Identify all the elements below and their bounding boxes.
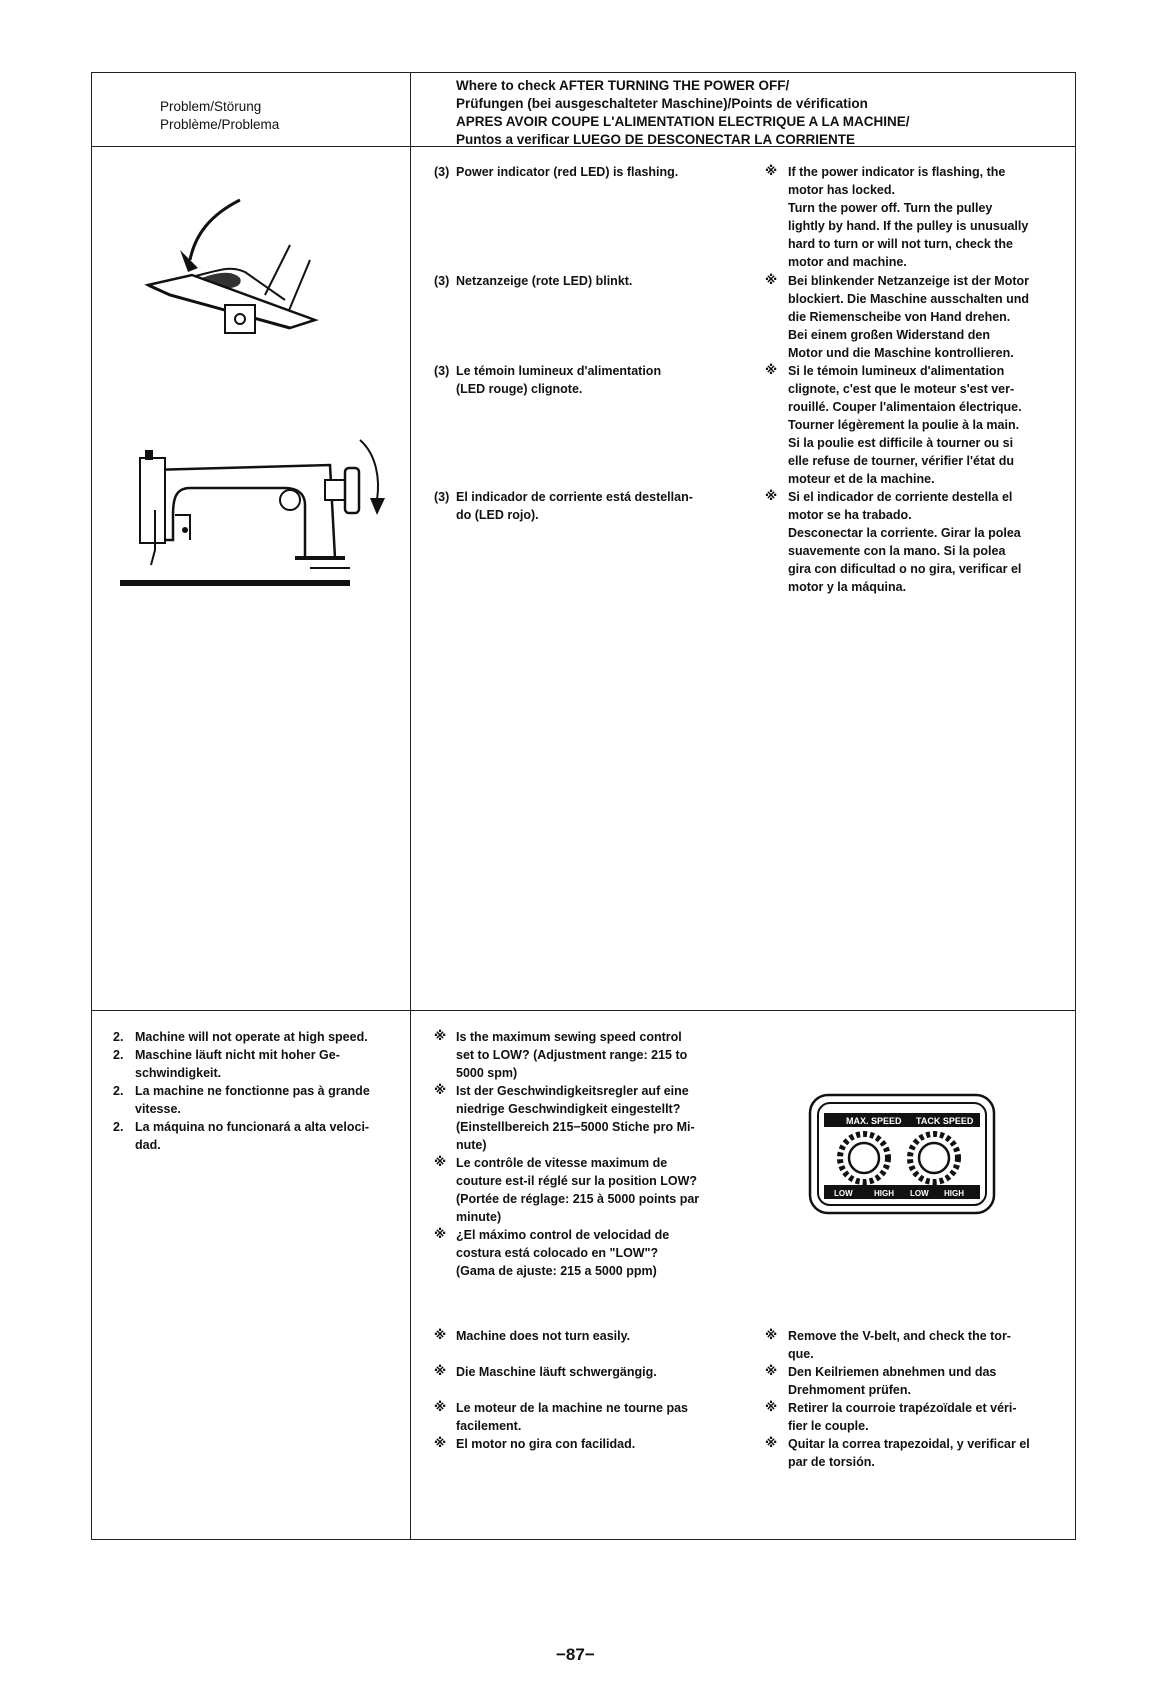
problem-text: vitesse. bbox=[135, 1102, 181, 1116]
remedy-line: Si le témoin lumineux d'alimentation bbox=[788, 364, 1005, 378]
check-header bbox=[456, 77, 909, 149]
tack-speed-knob[interactable] bbox=[919, 1143, 949, 1173]
problem-text: Machine will not operate at high speed. bbox=[135, 1030, 368, 1044]
check-header-line: Puntos a verificar LUEGO DE DESCONECTAR LA CORRIENTE bbox=[456, 132, 856, 147]
remedy-line: Bei einem großen Widerstand den bbox=[788, 328, 991, 342]
note-mark: ※ bbox=[434, 1400, 447, 1414]
symptom-number: (3) bbox=[434, 364, 450, 378]
remedy-line: motor and machine. bbox=[788, 255, 907, 269]
foot-pedal-illustration bbox=[140, 190, 320, 350]
remedy-en bbox=[788, 163, 1052, 271]
note-mark: ※ bbox=[765, 489, 778, 503]
remedy-line: Drehmoment prüfen. bbox=[788, 1383, 911, 1397]
check-line: (Gama de ajuste: 215 a 5000 ppm) bbox=[456, 1264, 657, 1278]
symptom-es bbox=[434, 488, 693, 524]
problem-number: 2. bbox=[113, 1030, 124, 1044]
remedy-line: Remove the V-belt, and check the tor- bbox=[788, 1329, 1011, 1343]
check-en bbox=[456, 1028, 720, 1082]
remedy-line: Bei blinkender Netzanzeige ist der Motor bbox=[788, 274, 1030, 288]
problem-text: La machine ne fonctionne pas à grande bbox=[135, 1084, 370, 1098]
check-header-line: Where to check AFTER TURNING THE POWER OFF/ bbox=[456, 78, 790, 93]
remedy-line: par de torsión. bbox=[788, 1455, 875, 1469]
note-mark: ※ bbox=[765, 1364, 778, 1378]
note-mark: ※ bbox=[434, 1436, 447, 1450]
symptom-text: Le témoin lumineux d'alimentation bbox=[456, 364, 662, 378]
problem-text: Maschine läuft nicht mit hoher Ge- bbox=[135, 1048, 340, 1062]
remedy-line: Desconectar la corriente. Girar la polea bbox=[788, 526, 1021, 540]
tack-speed-label: TACK SPEED bbox=[916, 1116, 974, 1126]
symptom-line: Le moteur de la machine ne tourne pas bbox=[456, 1401, 689, 1415]
symptom-text: El indicador de corriente está destellan- bbox=[456, 490, 693, 504]
remedy-line: Tourner légèrement la poulie à la main. bbox=[788, 418, 1020, 432]
problem-es bbox=[113, 1118, 369, 1154]
check-de bbox=[456, 1082, 720, 1154]
remedy-b-es bbox=[788, 1435, 1052, 1471]
symptom-b-en bbox=[456, 1327, 720, 1345]
high-label: HIGH bbox=[944, 1189, 964, 1198]
check-line: (Einstellbereich 215−5000 Stiche pro Mi- bbox=[456, 1120, 695, 1134]
symptom-line: Die Maschine läuft schwergängig. bbox=[456, 1365, 657, 1379]
symptom-number: (3) bbox=[434, 274, 450, 288]
page-number: −87− bbox=[556, 1645, 595, 1664]
symptom-b-es bbox=[456, 1435, 720, 1453]
remedy-de bbox=[788, 272, 1052, 362]
symptom-text: (LED rouge) clignote. bbox=[456, 382, 583, 396]
note-mark: ※ bbox=[765, 1400, 778, 1414]
remedy-line: fier le couple. bbox=[788, 1419, 869, 1433]
symptom-line: Machine does not turn easily. bbox=[456, 1329, 631, 1343]
problem-text: dad. bbox=[135, 1138, 161, 1152]
remedy-line: Quitar la correa trapezoidal, y verificar el bbox=[788, 1437, 1030, 1451]
check-line: minute) bbox=[456, 1210, 502, 1224]
note-mark: ※ bbox=[765, 363, 778, 377]
row-divider bbox=[91, 1010, 1076, 1011]
low-label: LOW bbox=[834, 1189, 853, 1198]
remedy-line: If the power indicator is flashing, the bbox=[788, 165, 1006, 179]
check-line: Ist der Geschwindigkeitsregler auf eine bbox=[456, 1084, 689, 1098]
check-line: 5000 spm) bbox=[456, 1066, 518, 1080]
note-mark: ※ bbox=[765, 1436, 778, 1450]
symptom-line: facilement. bbox=[456, 1419, 522, 1433]
remedy-b-en bbox=[788, 1327, 1052, 1363]
problem-label-fr-es: Problème/Problema bbox=[160, 117, 280, 132]
remedy-line: suavemente con la mano. Si la polea bbox=[788, 544, 1006, 558]
remedy-line: motor y la máquina. bbox=[788, 580, 907, 594]
check-header-line: Prüfungen (bei ausgeschalteter Maschine)/Points de vérification bbox=[456, 96, 868, 111]
problem-de bbox=[113, 1046, 340, 1082]
check-es bbox=[456, 1226, 720, 1280]
note-mark: ※ bbox=[434, 1029, 447, 1043]
check-line: Is the maximum sewing speed control bbox=[456, 1030, 682, 1044]
remedy-line: Retirer la courroie trapézoïdale et véri- bbox=[788, 1401, 1017, 1415]
problem-text: schwindigkeit. bbox=[135, 1066, 222, 1080]
note-mark: ※ bbox=[434, 1155, 447, 1169]
note-mark: ※ bbox=[434, 1227, 447, 1241]
symptom-de bbox=[434, 272, 632, 290]
problem-number: 2. bbox=[113, 1048, 124, 1062]
remedy-line: clignote, c'est que le moteur s'est ver- bbox=[788, 382, 1015, 396]
symptom-line: El motor no gira con facilidad. bbox=[456, 1437, 636, 1451]
check-line: (Portée de réglage: 215 à 5000 points par bbox=[456, 1192, 700, 1206]
note-mark: ※ bbox=[765, 1328, 778, 1342]
remedy-line: Si el indicador de corriente destella el bbox=[788, 490, 1013, 504]
remedy-line: Si la poulie est difficile à tourner ou si bbox=[788, 436, 1014, 450]
sewing-machine-illustration bbox=[115, 440, 415, 590]
symptom-fr bbox=[434, 362, 661, 398]
remedy-line: que. bbox=[788, 1347, 814, 1361]
check-line: Le contrôle de vitesse maximum de bbox=[456, 1156, 668, 1170]
symptom-b-de bbox=[456, 1363, 720, 1381]
remedy-line: Motor und die Maschine kontrollieren. bbox=[788, 346, 1014, 360]
column-divider bbox=[410, 72, 411, 1540]
max-speed-knob[interactable] bbox=[849, 1143, 879, 1173]
symptom-en bbox=[434, 163, 678, 181]
remedy-fr bbox=[788, 362, 1052, 488]
note-mark: ※ bbox=[434, 1364, 447, 1378]
remedy-line: Den Keilriemen abnehmen und das bbox=[788, 1365, 997, 1379]
problem-en bbox=[113, 1028, 368, 1046]
symptom-number: (3) bbox=[434, 490, 450, 504]
remedy-line: lightly by hand. If the pulley is unusually bbox=[788, 219, 1029, 233]
check-header-line: APRES AVOIR COUPE L'ALIMENTATION ELECTRIQUE A LA MACHINE/ bbox=[456, 114, 910, 129]
max-speed-label: MAX. SPEED bbox=[846, 1116, 902, 1126]
note-mark: ※ bbox=[434, 1328, 447, 1342]
speed-control-panel bbox=[808, 1093, 996, 1215]
remedy-b-de bbox=[788, 1363, 1052, 1399]
remedy-line: motor has locked. bbox=[788, 183, 895, 197]
remedy-line: moteur et de la machine. bbox=[788, 472, 935, 486]
symptom-text: do (LED rojo). bbox=[456, 508, 539, 522]
remedy-line: die Riemenscheibe von Hand drehen. bbox=[788, 310, 1011, 324]
check-line: costura está colocado en "LOW"? bbox=[456, 1246, 659, 1260]
problem-fr bbox=[113, 1082, 370, 1118]
remedy-line: Turn the power off. Turn the pulley bbox=[788, 201, 993, 215]
note-mark: ※ bbox=[434, 1083, 447, 1097]
check-line: set to LOW? (Adjustment range: 215 to bbox=[456, 1048, 688, 1062]
check-line: ¿El máximo control de velocidad de bbox=[456, 1228, 670, 1242]
symptom-text: Power indicator (red LED) is flashing. bbox=[456, 165, 679, 179]
problem-label-en-de: Problem/Störung bbox=[160, 99, 262, 114]
remedy-line: elle refuse de tourner, vérifier l'état du bbox=[788, 454, 1014, 468]
remedy-line: motor se ha trabado. bbox=[788, 508, 912, 522]
note-mark: ※ bbox=[765, 273, 778, 287]
symptom-number: (3) bbox=[434, 165, 450, 179]
remedy-line: gira con dificultad o no gira, verificar el bbox=[788, 562, 1022, 576]
symptom-text: Netzanzeige (rote LED) blinkt. bbox=[456, 274, 633, 288]
remedy-line: rouillé. Couper l'alimentaion électrique. bbox=[788, 400, 1022, 414]
check-fr bbox=[456, 1154, 720, 1226]
problem-text: La máquina no funcionará a alta veloci- bbox=[135, 1120, 370, 1134]
check-line: couture est-il réglé sur la position LOW? bbox=[456, 1174, 697, 1188]
problem-number: 2. bbox=[113, 1084, 124, 1098]
check-line: niedrige Geschwindigkeit eingestellt? bbox=[456, 1102, 681, 1116]
high-label: HIGH bbox=[874, 1189, 894, 1198]
remedy-line: blockiert. Die Maschine ausschalten und bbox=[788, 292, 1030, 306]
check-line: nute) bbox=[456, 1138, 487, 1152]
low-label: LOW bbox=[910, 1189, 929, 1198]
symptom-b-fr bbox=[456, 1399, 720, 1435]
problem-number: 2. bbox=[113, 1120, 124, 1134]
remedy-line: hard to turn or will not turn, check the bbox=[788, 237, 1014, 251]
note-mark: ※ bbox=[765, 164, 778, 178]
remedy-b-fr bbox=[788, 1399, 1052, 1435]
problem-header bbox=[160, 98, 279, 134]
remedy-es bbox=[788, 488, 1052, 596]
